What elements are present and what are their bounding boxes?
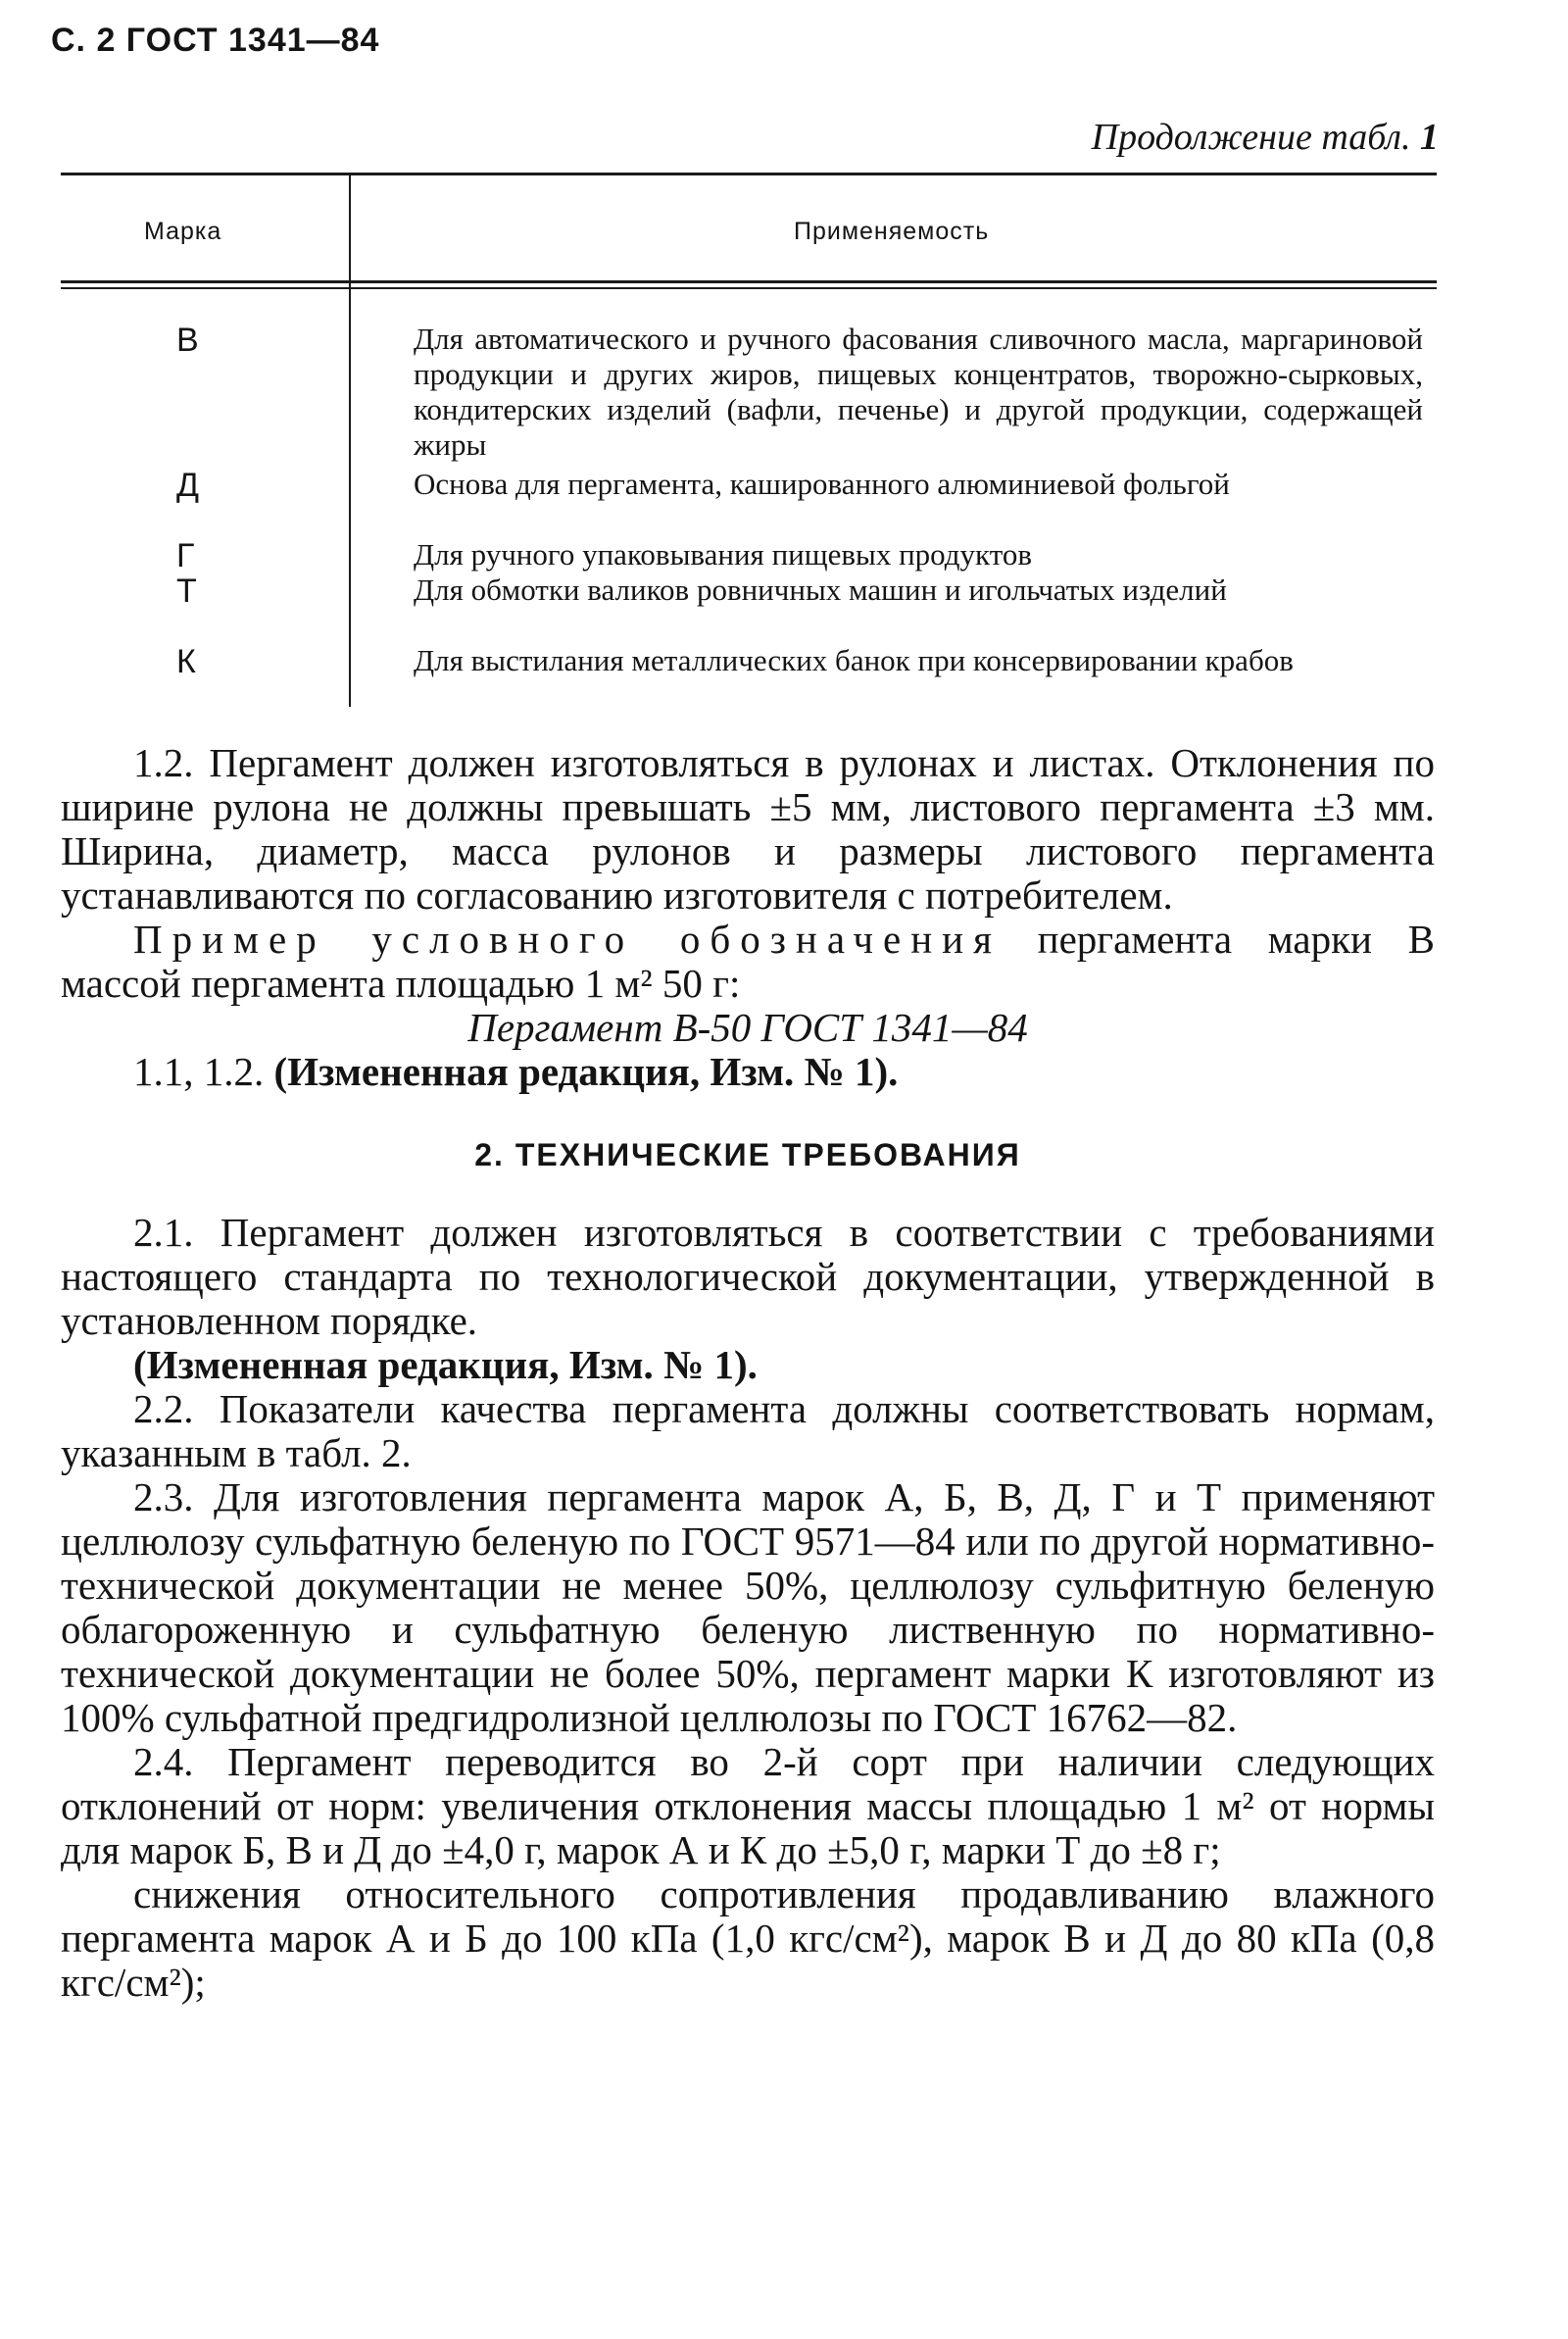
- row-mark: Т: [176, 572, 197, 610]
- amendment-bold: (Измененная редакция, Изм. № 1).: [273, 1049, 899, 1094]
- amendment-note-2: (Измененная редакция, Изм. № 1).: [133, 1342, 758, 1387]
- example-paragraph: [61, 918, 1435, 1006]
- row-use: Для обмотки валиков ровничных машин и игольчатых изделий: [414, 572, 1227, 607]
- row-use: Для ручного упаковывания пищевых продуктов: [414, 537, 1032, 572]
- table-continuation-label: [1092, 116, 1439, 159]
- paragraph-2-4: 2.4. Пергамент переводится во 2-й сорт при наличии следующих отклонений от норм: увеличения отклонения массы площадью 1 м² от нормы для марок Б, В и Д до ±4,0 г, марок А и К до ±5,0 г, марки Т до ±8 г;: [61, 1739, 1435, 1872]
- amendment-prefix: 1.1, 1.2.: [133, 1049, 274, 1094]
- row-use: Для автоматического и ручного фасования сливочного масла, маргариновой продукции и других жиров, пищевых концентратов, творожно-сырковых, кондитерских изделий (вафли, печенье) и другой продукции, содержащей жиры: [414, 322, 1423, 462]
- paragraph-2-3: 2.3. Для изготовления пергамента марок А, Б, В, Д, Г и Т применяют целлюлозу сульфатную беленую по ГОСТ 9571—84 или по другой нормативно-технической документации не менее 50%, целлюлозу сульфитную беленую облагороженную и сульфатную беленую лиственную по нормативно-технической документации не более 50%, пергамент марки К изготовляют из 100% сульфатной предгидролизной целлюлозы по ГОСТ 16762—82.: [61, 1474, 1435, 1740]
- row-mark: К: [176, 643, 196, 680]
- document-body: [61, 741, 1435, 2005]
- grades-table: [61, 173, 1437, 722]
- paragraph-2-1: 2.1. Пергамент должен изготовляться в соответствии с требованиями настоящего стандарта по технологической документации, утвержденной в установленном порядке.: [61, 1210, 1435, 1343]
- table-top-rule: [61, 173, 1437, 175]
- example-spaced-text: Пример условного обозначения: [133, 917, 1002, 962]
- paragraph-2-2: 2.2. Показатели качества пергамента должны соответствовать нормам, указанным в табл. 2.: [61, 1386, 1435, 1475]
- paragraph-2-4-continued: снижения относительного сопротивления продавливанию влажного пергамента марок А и Б до 100 кПа (1,0 кгс/см²), марок В и Д до 80 кПа (0,8 кгс/см²);: [61, 1871, 1435, 2005]
- row-mark: Д: [176, 467, 200, 504]
- paragraph-1-2: 1.2. Пергамент должен изготовляться в рулонах и листах. Отклонения по ширине рулона не должны превышать ±5 мм, листового пергамента ±3 мм. Ширина, диаметр, масса рулонов и размеры листового пергамента устанавливаются по согласованию изготовителя с потребителем.: [61, 740, 1435, 918]
- table-column-divider: [349, 173, 351, 707]
- row-mark: Г: [176, 537, 195, 574]
- example-rest-text: пергамента марки В массой пергамента площадью 1 м² 50 г:: [61, 917, 1435, 1006]
- section-2-title: 2. ТЕХНИЧЕСКИЕ ТРЕБОВАНИЯ: [474, 1137, 1021, 1172]
- amendment-note-1: [61, 1050, 1435, 1094]
- page-header: С. 2 ГОСТ 1341—84: [51, 22, 380, 59]
- table-header-rule-double: [61, 287, 1437, 289]
- continuation-number: 1: [1420, 117, 1439, 158]
- column-header-use: Применяемость: [794, 218, 990, 245]
- row-mark: В: [176, 322, 199, 359]
- table-header-rule: [61, 280, 1437, 283]
- continuation-text: Продолжение табл.: [1091, 117, 1411, 158]
- designation-example: Пергамент В-50 ГОСТ 1341—84: [467, 1005, 1028, 1050]
- column-header-mark: Марка: [144, 218, 222, 245]
- row-use: Для выстилания металлических банок при консервировании крабов: [414, 643, 1294, 677]
- row-use: Основа для пергамента, кашированного алюминиевой фольгой: [414, 467, 1230, 501]
